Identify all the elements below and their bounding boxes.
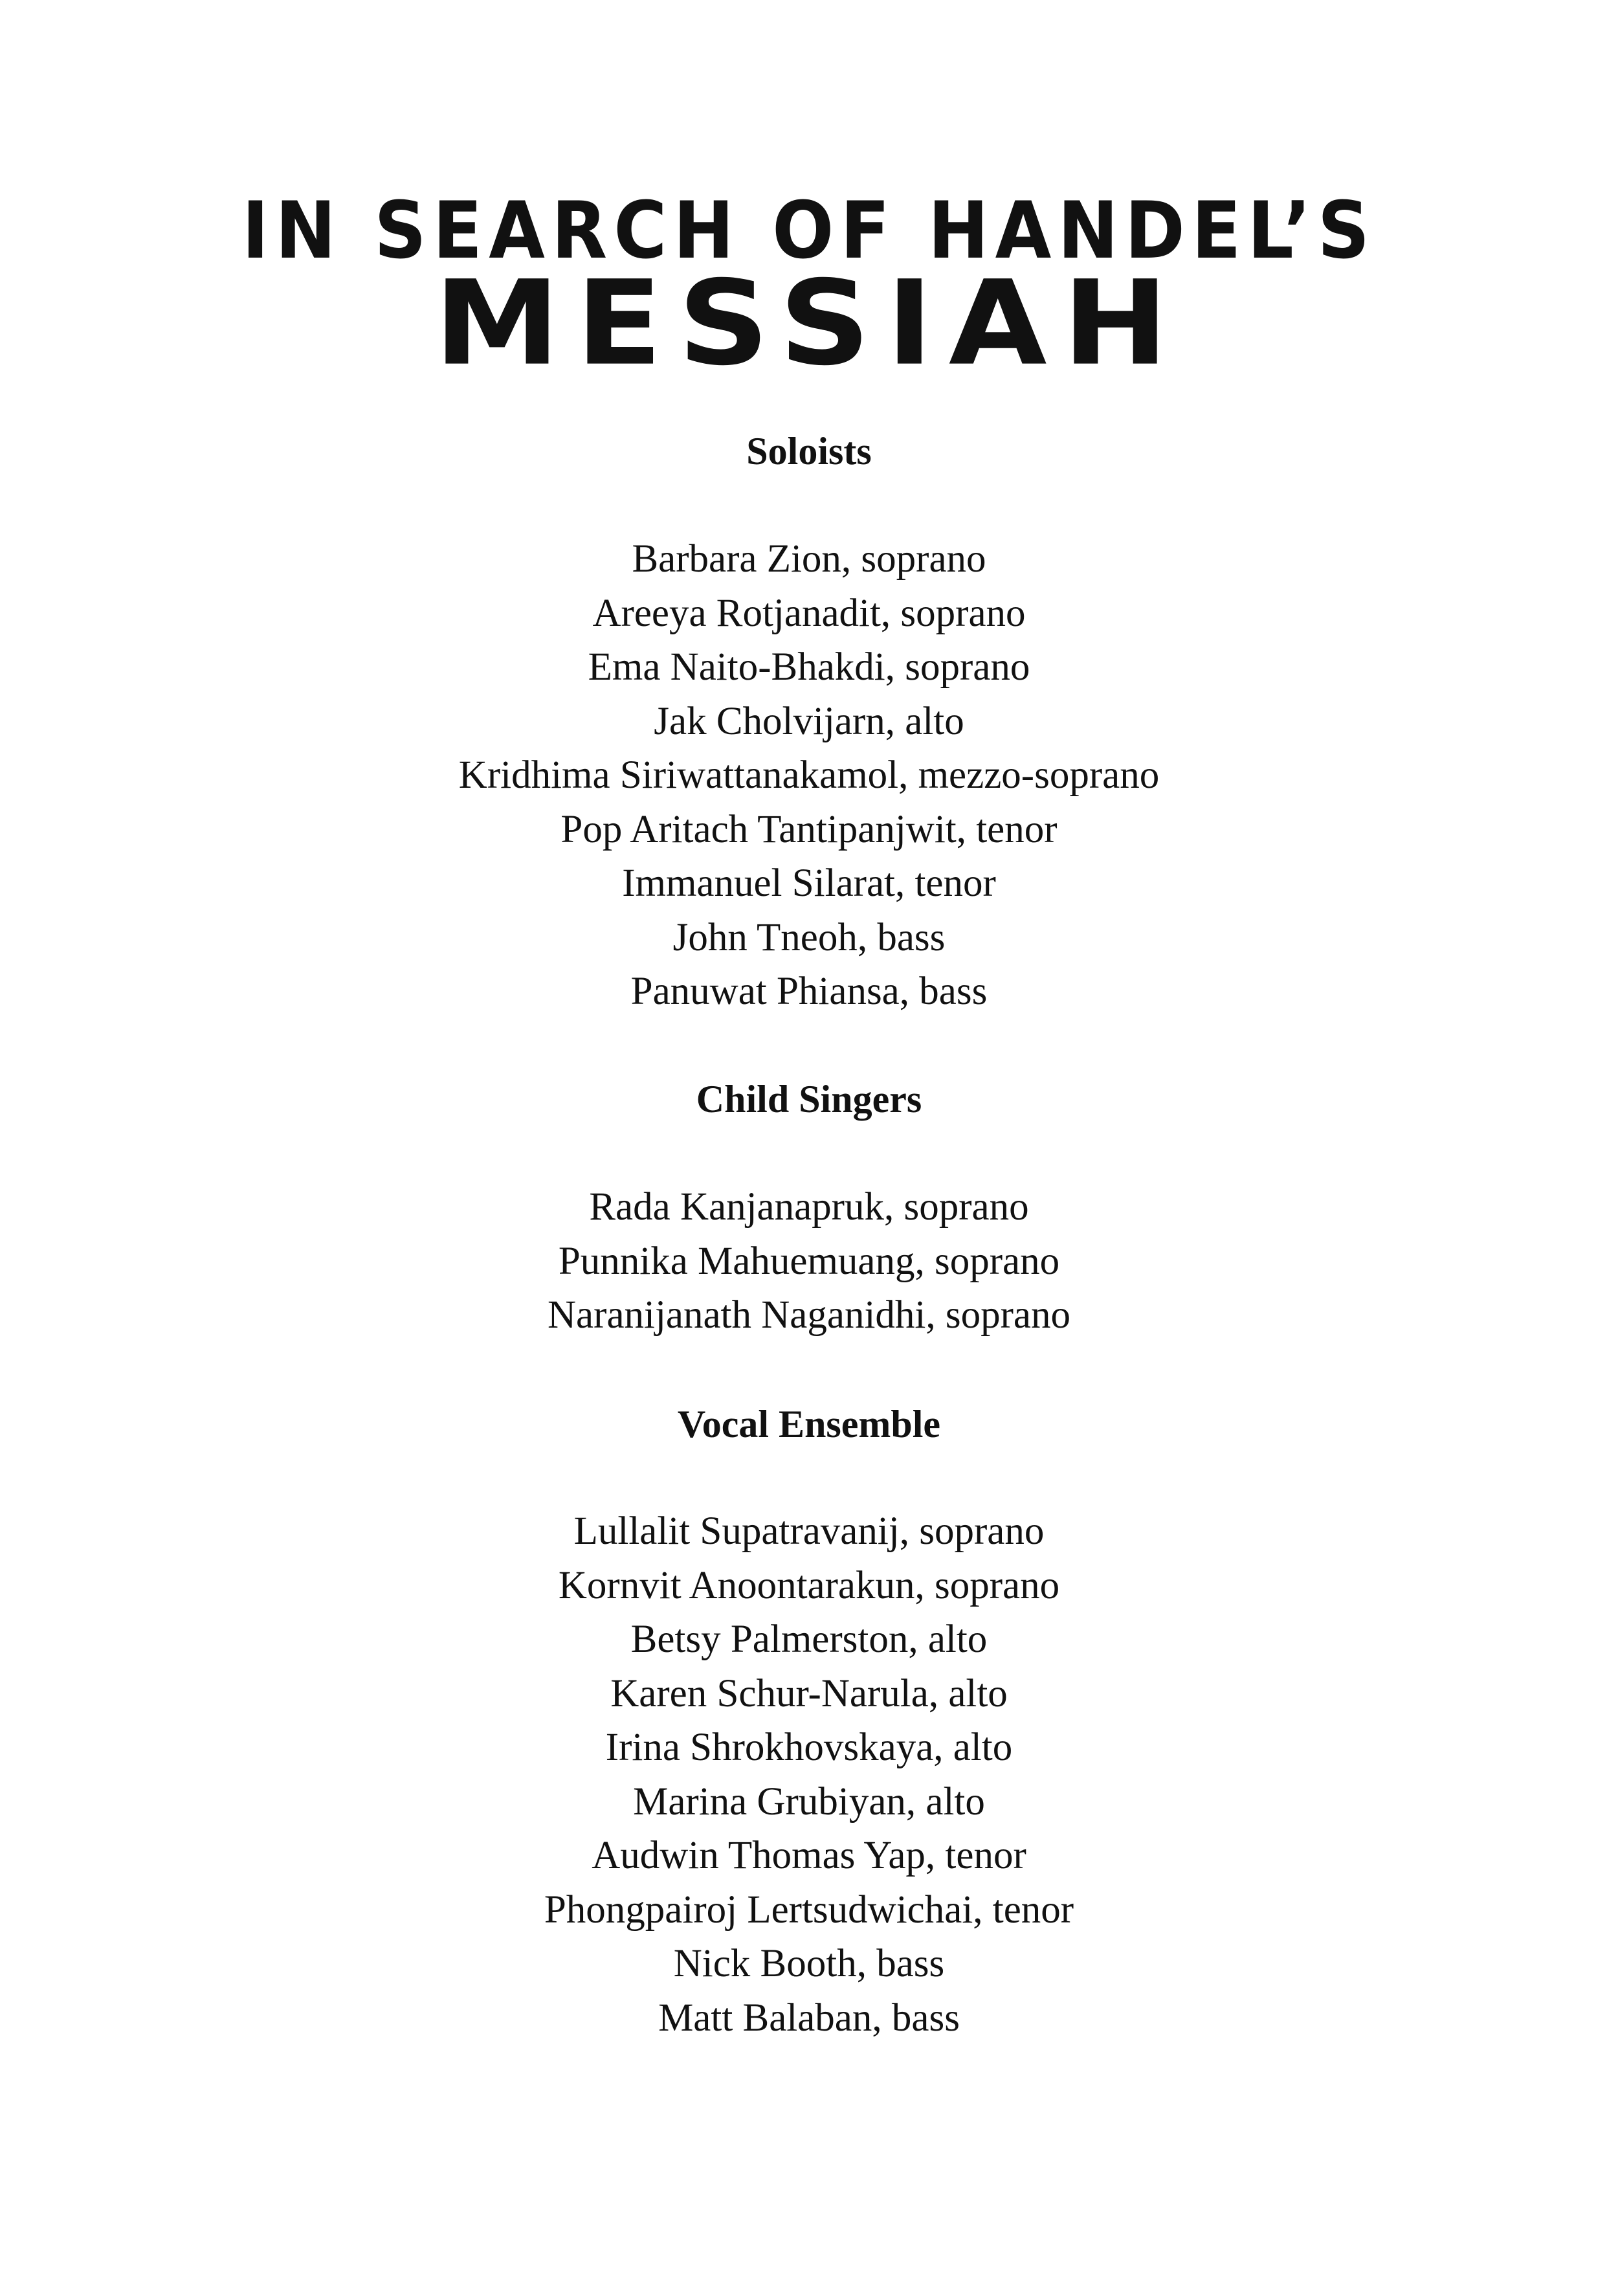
list-item: Barbara Zion, soprano (632, 537, 986, 581)
list-item: Rada Kanjanapruk, soprano (589, 1185, 1029, 1229)
list-item: Irina Shrokhovskaya, alto (605, 1726, 1013, 1769)
list-item: Phongpairoj Lertsudwichai, tenor (544, 1888, 1074, 1932)
list-item: John Tneoh, bass (672, 915, 946, 959)
vocal-ensemble-list-wrapper (0, 1504, 1618, 2045)
vocal-ensemble-list (0, 1504, 1618, 2045)
section-soloists (0, 424, 1618, 478)
section-heading: Soloists (746, 430, 872, 473)
title-line-2: MESSIAH (434, 256, 1184, 392)
list-item: Kridhima Siriwattanakamol, mezzo-soprano (458, 753, 1160, 797)
list-item: Areeya Rotjanadit, soprano (592, 591, 1026, 635)
list-item: Marina Grubiyan, alto (633, 1779, 985, 1823)
list-item: Lullalit Supatravanij, soprano (573, 1510, 1045, 1553)
list-item: Panuwat Phiansa, bass (630, 970, 988, 1013)
list-item: Kornvit Anoontarakun, soprano (558, 1563, 1060, 1607)
section-vocal-ensemble (0, 1397, 1618, 1451)
list-item: Naranijanath Naganidhi, soprano (548, 1293, 1070, 1337)
list-item: Punnika Mahuemuang, soprano (558, 1239, 1060, 1283)
list-item: Betsy Palmerston, alto (630, 1618, 988, 1661)
section-heading: Child Singers (696, 1078, 922, 1120)
child-singers-list-wrapper (0, 1180, 1618, 1343)
list-item: Pop Aritach Tantipanjwit, tenor (560, 807, 1058, 851)
title-line-1: IN SEARCH OF HANDEL’S (241, 185, 1377, 276)
soloists-list (0, 532, 1618, 1019)
section-heading: Vocal Ensemble (677, 1403, 941, 1445)
list-item: Ema Naito-Bhakdi, soprano (588, 645, 1030, 689)
list-item: Immanuel Silarat, tenor (622, 862, 996, 905)
list-item: Karen Schur-Narula, alto (610, 1671, 1008, 1715)
list-item: Matt Balaban, bass (658, 1996, 960, 2040)
section-child-singers (0, 1072, 1618, 1126)
list-item: Jak Cholvijarn, alto (654, 699, 964, 743)
list-item: Nick Booth, bass (673, 1942, 945, 1985)
list-item: Audwin Thomas Yap, tenor (592, 1834, 1026, 1877)
child-singers-list (0, 1180, 1618, 1343)
soloists-list-wrapper (0, 532, 1618, 1019)
